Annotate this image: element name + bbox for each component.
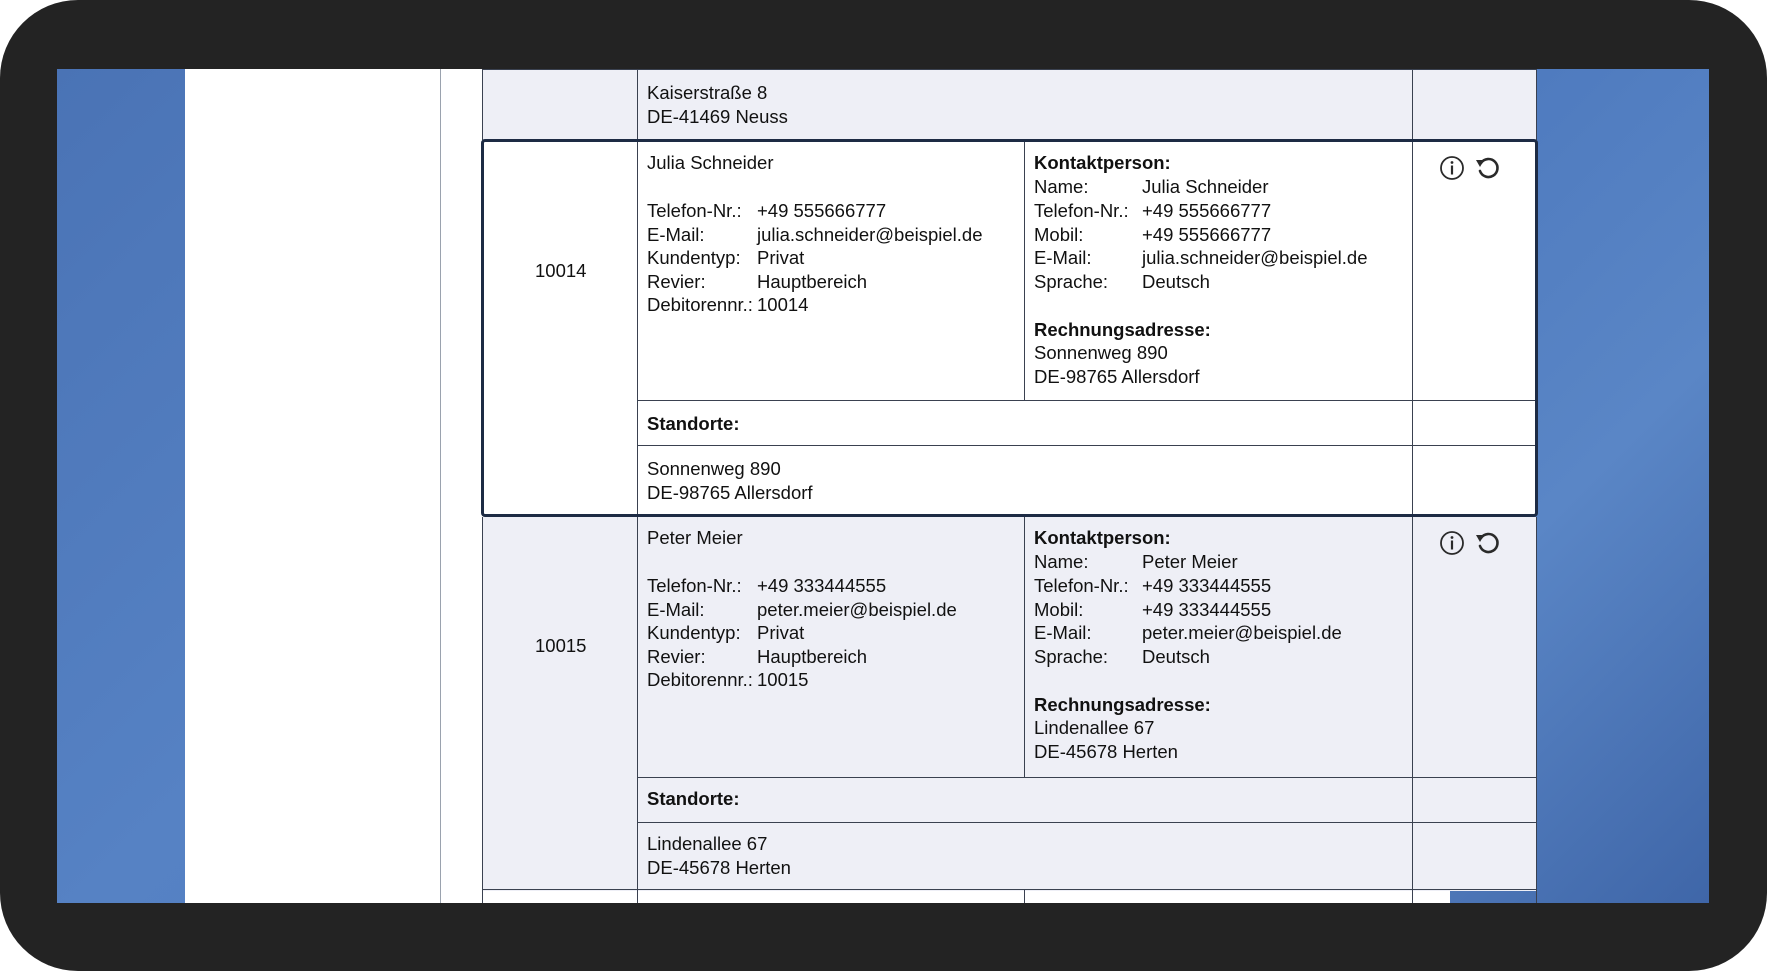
debtor-value: 10015 bbox=[757, 669, 809, 690]
location-line2: DE-98765 Allersdorf bbox=[647, 482, 813, 503]
email-value: peter.meier@beispiel.de bbox=[757, 599, 957, 620]
debtor-label: Debitorennr.: bbox=[647, 294, 753, 315]
contact-mobile-label: Mobil: bbox=[1034, 224, 1084, 245]
undo-icon[interactable] bbox=[1474, 529, 1502, 557]
phone-value: +49 333444555 bbox=[757, 575, 887, 596]
selection-highlight bbox=[481, 139, 1538, 517]
info-icon[interactable] bbox=[1438, 529, 1466, 557]
screen bbox=[57, 69, 1709, 903]
billing-heading: Rechnungsadresse: bbox=[1034, 694, 1211, 715]
location-line1: Sonnenweg 890 bbox=[647, 458, 781, 479]
customer-id: 10015 bbox=[535, 635, 587, 656]
contact-email-label: E-Mail: bbox=[1034, 247, 1092, 268]
billing-heading: Rechnungsadresse: bbox=[1034, 319, 1211, 340]
contact-mobile-label: Mobil: bbox=[1034, 599, 1084, 620]
customer-type-label: Kundentyp: bbox=[647, 622, 741, 643]
prev-location-line1: Kaiserstraße 8 bbox=[647, 82, 768, 103]
contact-phone-label: Telefon-Nr.: bbox=[1034, 200, 1129, 221]
contact-language-label: Sprache: bbox=[1034, 271, 1109, 292]
district-label: Revier: bbox=[647, 271, 706, 292]
locations-heading: Standorte: bbox=[647, 788, 740, 809]
location-line2: DE-45678 Herten bbox=[647, 857, 791, 878]
phone-value: +49 555666777 bbox=[757, 200, 887, 221]
debtor-label: Debitorennr.: bbox=[647, 669, 753, 690]
column-divider bbox=[440, 69, 441, 903]
phone-label: Telefon-Nr.: bbox=[647, 575, 742, 596]
contact-language-label: Sprache: bbox=[1034, 646, 1109, 667]
customer-type-label: Kundentyp: bbox=[647, 247, 741, 268]
billing-line2: DE-98765 Allersdorf bbox=[1034, 366, 1200, 387]
customer-type-value: Privat bbox=[757, 247, 805, 268]
contact-mobile-value: +49 333444555 bbox=[1142, 599, 1272, 620]
contact-phone-label: Telefon-Nr.: bbox=[1034, 575, 1129, 596]
email-label: E-Mail: bbox=[647, 599, 705, 620]
contact-email-label: E-Mail: bbox=[1034, 622, 1092, 643]
customer-id: 10014 bbox=[535, 260, 587, 281]
contact-email-value: peter.meier@beispiel.de bbox=[1142, 622, 1342, 643]
location-line1: Lindenallee 67 bbox=[647, 833, 768, 854]
debtor-value: 10014 bbox=[757, 294, 809, 315]
contact-mobile-value: +49 555666777 bbox=[1142, 224, 1272, 245]
contact-language-value: Deutsch bbox=[1142, 646, 1210, 667]
contact-phone-value: +49 333444555 bbox=[1142, 575, 1272, 596]
customer-name: Julia Schneider bbox=[647, 152, 774, 173]
contact-name-label: Name: bbox=[1034, 176, 1089, 197]
email-value: julia.schneider@beispiel.de bbox=[757, 224, 983, 245]
contact-phone-value: +49 555666777 bbox=[1142, 200, 1272, 221]
customer-type-value: Privat bbox=[757, 622, 805, 643]
contact-heading: Kontaktperson: bbox=[1034, 152, 1171, 173]
contact-language-value: Deutsch bbox=[1142, 271, 1210, 292]
billing-line2: DE-45678 Herten bbox=[1034, 741, 1178, 762]
contact-name-value: Julia Schneider bbox=[1142, 176, 1269, 197]
district-label: Revier: bbox=[647, 646, 706, 667]
email-label: E-Mail: bbox=[647, 224, 705, 245]
district-value: Hauptbereich bbox=[757, 646, 868, 667]
contact-heading: Kontaktperson: bbox=[1034, 527, 1171, 548]
billing-line1: Sonnenweg 890 bbox=[1034, 342, 1168, 363]
contact-name-value: Peter Meier bbox=[1142, 551, 1238, 572]
contact-name-label: Name: bbox=[1034, 551, 1089, 572]
locations-heading: Standorte: bbox=[647, 413, 740, 434]
contact-email-value: julia.schneider@beispiel.de bbox=[1142, 247, 1368, 268]
prev-location-line2: DE-41469 Neuss bbox=[647, 106, 788, 127]
billing-line1: Lindenallee 67 bbox=[1034, 717, 1155, 738]
district-value: Hauptbereich bbox=[757, 271, 868, 292]
phone-label: Telefon-Nr.: bbox=[647, 200, 742, 221]
customer-name: Peter Meier bbox=[647, 527, 743, 548]
